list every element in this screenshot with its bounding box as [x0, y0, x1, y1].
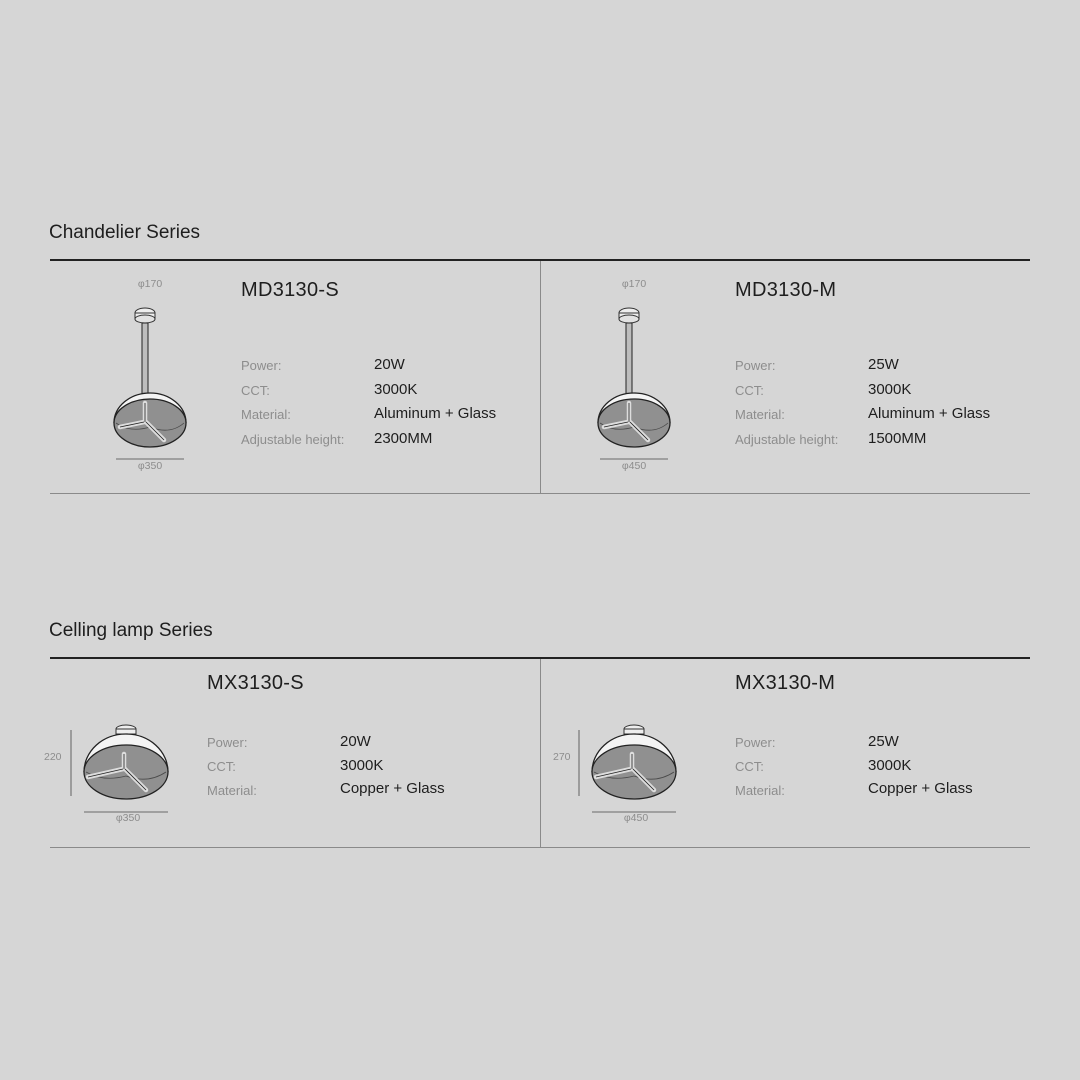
- ceiling-lamp-drawing: [576, 720, 686, 815]
- spec-row-power: [241, 356, 521, 381]
- spec-value: 25W: [868, 733, 899, 750]
- spec-row-power: [735, 356, 1015, 381]
- spec-list: [207, 733, 487, 804]
- spec-label: Adjustable height:: [241, 431, 345, 447]
- spec-value: Copper + Glass: [868, 780, 973, 797]
- spec-row-cct: [735, 381, 1015, 406]
- model-name: MD3130-M: [735, 279, 837, 301]
- spec-value: Copper + Glass: [340, 780, 445, 797]
- bottom-diameter-label: φ350: [115, 812, 141, 824]
- spec-label: CCT:: [735, 758, 764, 774]
- spec-list: [241, 356, 521, 454]
- model-name: MX3130-S: [207, 672, 304, 694]
- pendant-lamp-drawing: [584, 295, 684, 470]
- spec-row-power: [207, 733, 487, 757]
- pendant-lamp-drawing: [100, 295, 200, 470]
- spec-list: [735, 356, 1015, 454]
- spec-label: Power:: [735, 358, 776, 373]
- spec-row-cct: [735, 757, 1015, 781]
- column-divider: [540, 261, 541, 494]
- spec-row-material: [207, 780, 487, 804]
- spec-label: Material:: [241, 407, 291, 422]
- spec-value: 20W: [374, 356, 405, 373]
- spec-label: Material:: [735, 783, 785, 798]
- bottom-diameter-label: φ450: [623, 812, 649, 824]
- spec-label: Power:: [735, 735, 776, 750]
- spec-row-material: [735, 780, 1015, 804]
- ceiling-lamp-drawing: [68, 720, 178, 815]
- spec-label: Material:: [735, 407, 785, 422]
- spec-value: 2300MM: [374, 429, 433, 447]
- height-dimension-label: 270: [553, 751, 571, 763]
- spec-value: Aluminum + Glass: [374, 405, 497, 422]
- spec-value: 3000K: [374, 380, 418, 398]
- model-name: MX3130-M: [735, 672, 836, 694]
- spec-list: [735, 733, 1015, 804]
- spec-row-material: [241, 405, 521, 430]
- spec-label: Material:: [207, 783, 257, 798]
- spec-label: Power:: [241, 358, 282, 373]
- spec-value: 3000K: [868, 756, 912, 774]
- spec-label: CCT:: [241, 382, 270, 398]
- spec-label: Adjustable height:: [735, 431, 839, 447]
- spec-row-height: [241, 430, 521, 455]
- spec-value: 1500MM: [868, 429, 927, 447]
- top-diameter-label: φ170: [621, 278, 647, 290]
- height-dimension-label: 220: [44, 751, 62, 763]
- column-divider: [540, 659, 541, 848]
- bottom-diameter-label: φ350: [137, 460, 163, 472]
- spec-label: CCT:: [735, 382, 764, 398]
- spec-row-cct: [241, 381, 521, 406]
- spec-value: 20W: [340, 733, 371, 750]
- section-title-chandelier: Chandelier Series: [49, 222, 201, 243]
- spec-value: 25W: [868, 356, 899, 373]
- section-bottom-rule: [50, 847, 1030, 848]
- model-name: MD3130-S: [241, 279, 339, 301]
- spec-row-height: [735, 430, 1015, 455]
- section-bottom-rule: [50, 493, 1030, 494]
- spec-value: 3000K: [868, 380, 912, 398]
- spec-row-power: [735, 733, 1015, 757]
- spec-value: 3000K: [340, 756, 384, 774]
- spec-label: Power:: [207, 735, 248, 750]
- spec-row-material: [735, 405, 1015, 430]
- spec-value: Aluminum + Glass: [868, 405, 991, 422]
- top-diameter-label: φ170: [137, 278, 163, 290]
- spec-label: CCT:: [207, 758, 236, 774]
- spec-row-cct: [207, 757, 487, 781]
- bottom-diameter-label: φ450: [621, 460, 647, 472]
- section-title-ceiling: Celling lamp Series: [49, 620, 213, 641]
